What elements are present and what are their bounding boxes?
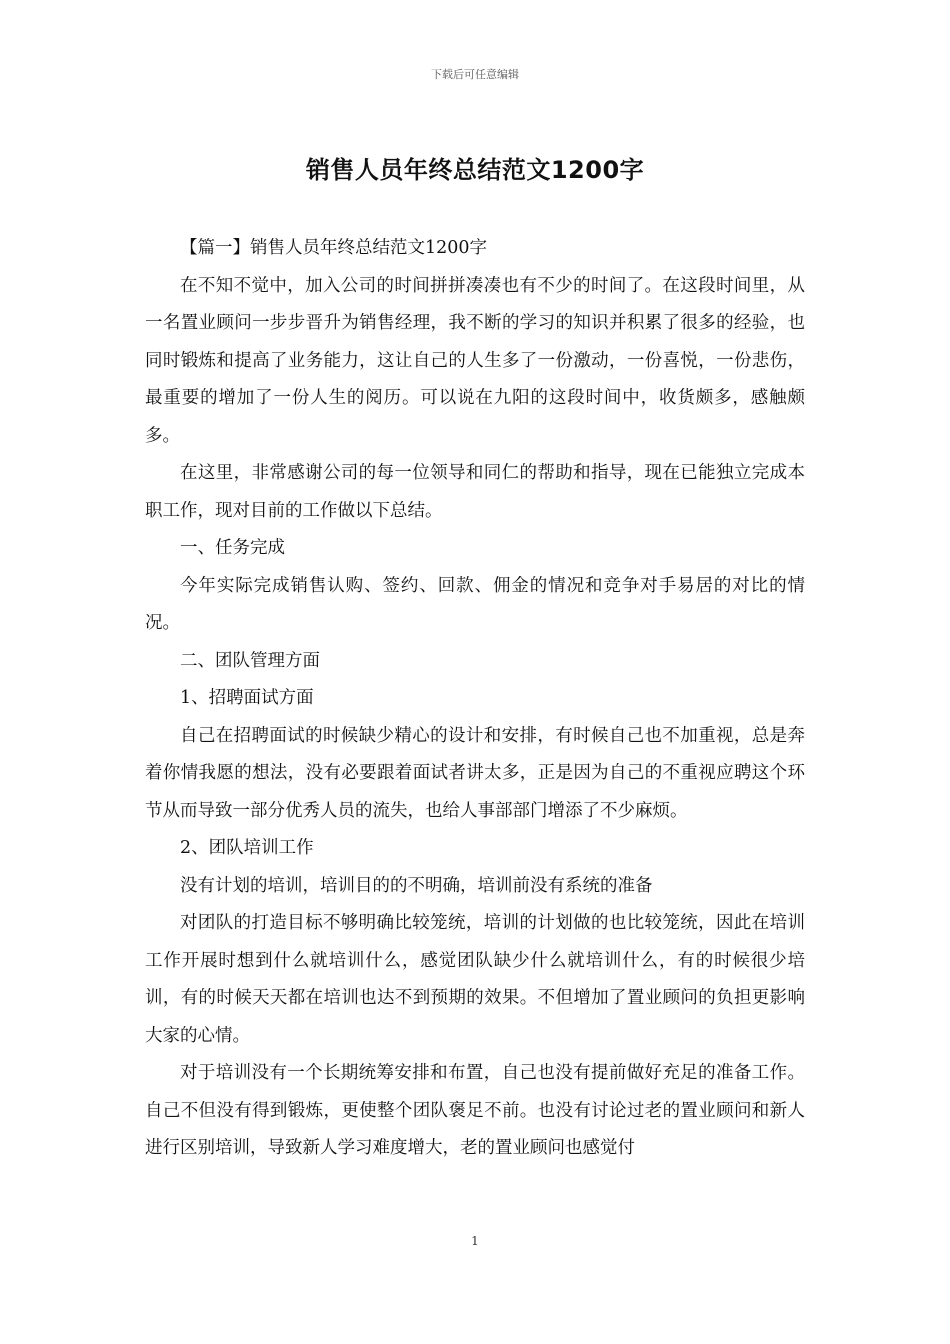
subsection-heading: 2、团队培训工作 [180,838,314,858]
paragraph: 对于培训没有一个长期统筹安排和布置，自己也没有提前做好充足的准备工作。自己不但没有得到锻炼，更使整个团队褒足不前。也没有讨论过老的置业顾问和新人进行区别培训，导致新人学习难度增大，老的置业顾问也感觉付 [145,1063,805,1158]
section-heading: 一、任务完成 [180,538,285,558]
section-heading: 二、团队管理方面 [180,650,320,671]
paragraph: 今年实际完成销售认购、签约、回款、佣金的情况和竞争对手易居的对比的情况。 [145,575,805,633]
paragraph: 在不知不觉中，加入公司的时间拼拼凑凑也有不少的时间了。在这段时间里，从一名置业顾问一步步晋升为销售经理，我不断的学习的知识并积累了很多的经验，也同时锻炼和提高了业务能力，这让自己的人生多了一份激动，一份喜悦，一份悲伤，最重要的增加了一份人生的阅历。可以说在九阳的这段时间中，收货颇多，感触颇多。 [145,275,805,446]
paragraph: 在这里，非常感谢公司的每一位领导和同仁的帮助和指导，现在已能独立完成本职工作，现对目前的工作做以下总结。 [145,463,805,521]
paragraph: 没有计划的培训，培训目的的不明确，培训前没有系统的准备 [180,875,653,896]
paragraph: 自己在招聘面试的时候缺少精心的设计和安排，有时候自己也不加重视，总是奔着你情我愿的想法，没有必要跟着面试者讲太多，正是因为自己的不重视应聘这个环节从而导致一部分优秀人员的流失，也给人事部部门增添了不少麻烦。 [145,725,805,821]
header-note: 下载后可任意编辑 [431,68,519,81]
subsection-heading: 1、招聘面试方面 [180,688,314,708]
paragraph-section-heading: 【篇一】销售人员年终总结范文1200字 [180,238,488,258]
document-body [145,230,805,1168]
page-number: 1 [471,1234,479,1248]
document-title: 销售人员年终总结范文1200字 [305,156,645,184]
paragraph: 对团队的打造目标不够明确比较笼统，培训的计划做的也比较笼统，因此在培训工作开展时想到什么就培训什么，感觉团队缺少什么就培训什么，有的时候很少培训，有的时候天天都在培训也达不到预期的效果。不但增加了置业顾问的负担更影响大家的心情。 [145,913,805,1046]
